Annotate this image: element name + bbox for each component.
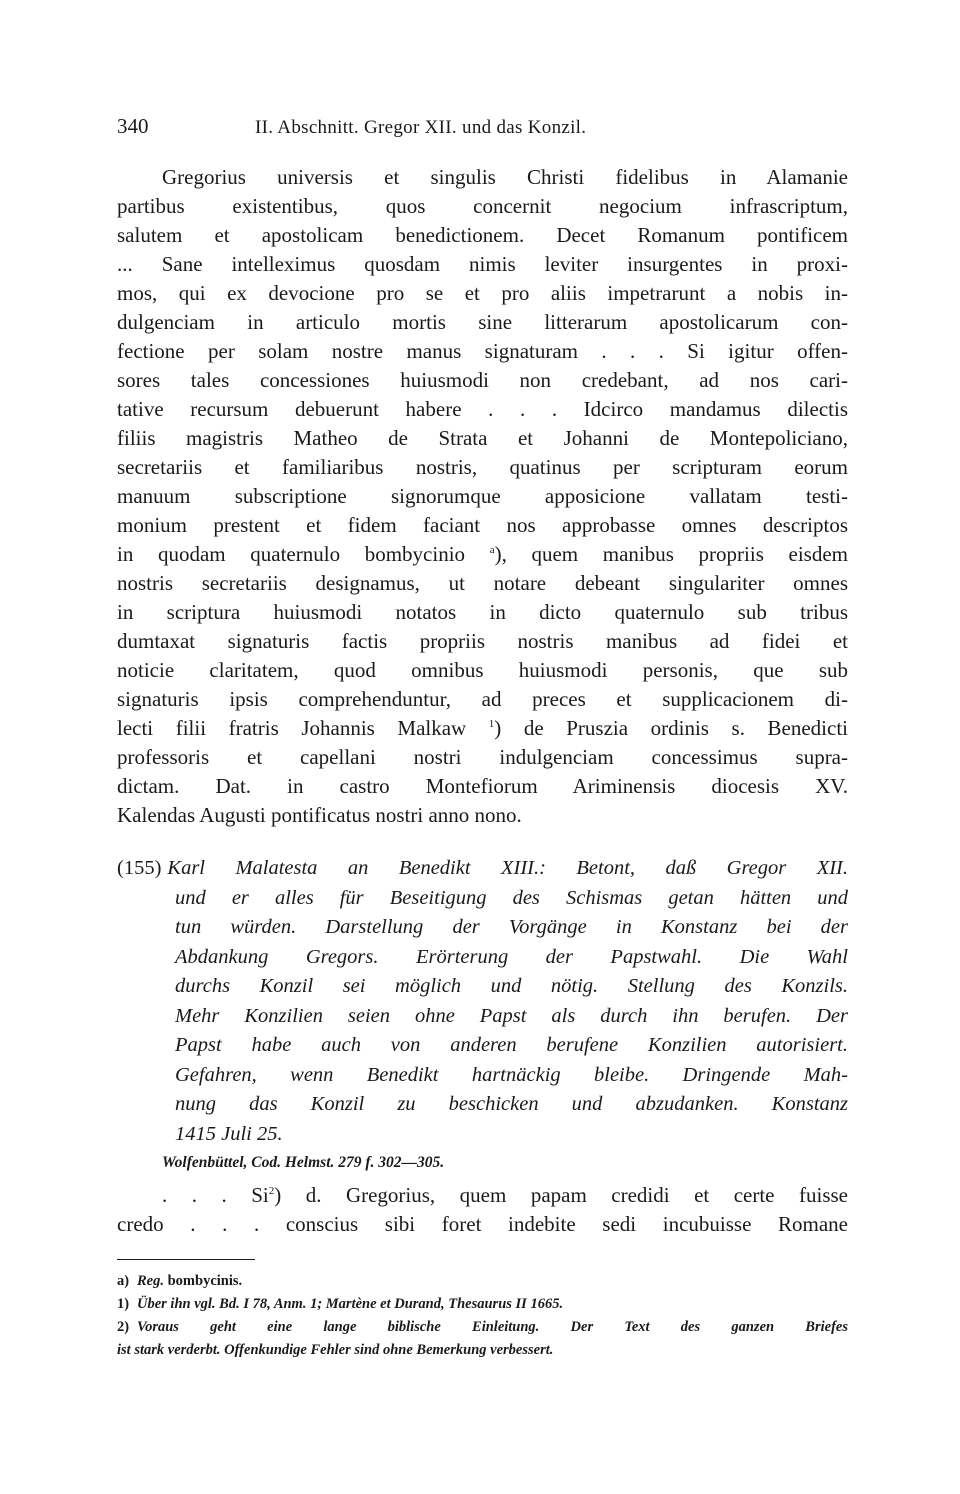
regest-line: Gefahren, wenn Benedikt hartnäckig bleibe. Dringende Mah- <box>175 1063 848 1086</box>
footnote-a-label: Reg. <box>137 1273 164 1289</box>
letter-line: professoris et capellani nostri indulgenciam concessimus supra- <box>117 745 848 769</box>
regest-line: Abdankung Gregors. Erörterung der Papstwahl. Die Wahl <box>175 945 848 968</box>
letter-line-text: lecti filii fratris Johannis Malkaw <box>117 716 467 740</box>
letter-line: filiis magistris Matheo de Strata et Johanni de Montepoliciano, <box>117 426 848 450</box>
regest-line: Papst habe auch von anderen berufene Konzilien autorisiert. <box>175 1034 848 1056</box>
footnote-a <box>117 1270 848 1293</box>
letter-line: dumtaxat signaturis factis propriis nostris manibus ad fidei et <box>117 629 848 653</box>
footnote-2-continuation: ist stark verderbt. Offenkundige Fehler sind ohne Bemerkung verbessert. <box>117 1342 554 1358</box>
regest-line: 1415 Juli 25. <box>175 1122 283 1145</box>
footnote-ref-2[interactable]: 2 <box>268 1185 275 1197</box>
footnote-1-text: Über ihn vgl. Bd. I 78, Anm. 1; Martène et Durand, Thesaurus II 1665. <box>137 1296 564 1312</box>
running-head-title: II. Abschnitt. Gregor XII. und das Konzil. <box>255 117 587 138</box>
letter-excerpt <box>117 1181 848 1239</box>
source-citation <box>117 1151 848 1175</box>
letter-line: secretariis et familiaribus nostris, quatinus per scripturam eorum <box>117 455 848 479</box>
document-number: (155) <box>117 857 162 879</box>
regest-line-text: Karl Malatesta an Benedikt XIII.: Betont, daß Gregor XII. <box>167 857 848 879</box>
excerpt-line-rest: ) d. Gregorius, quem papam credidi et certe fuisse <box>274 1183 848 1207</box>
footnotes <box>117 1270 848 1362</box>
regest-block <box>117 854 848 1175</box>
regest-line: Mehr Konzilien seien ohne Papst als durch ihn berufen. Der <box>175 1004 848 1027</box>
footnote-marker: a) <box>117 1273 130 1289</box>
letter-line: ... Sane intelleximus quosdam nimis leviter insurgentes in proxi- <box>117 252 848 276</box>
regest-line: tun würden. Darstellung der Vorgänge in Konstanz bei der <box>175 916 848 938</box>
letter-line: fectione per solam nostre manus signaturam . . . Si igitur offen- <box>117 339 848 363</box>
footnote-marker: 2) <box>117 1319 130 1335</box>
letter-line <box>117 540 848 569</box>
letter-line-tail: ) de Pruszia ordinis s. Benedicti <box>494 716 848 740</box>
footnote-1 <box>117 1293 848 1316</box>
page-number: 340 <box>117 114 149 138</box>
excerpt-line: credo . . . conscius sibi foret indebite sedi incubuisse Romane <box>117 1212 848 1236</box>
letter-line: Kalendas Augusti pontificatus nostri anno nono. <box>117 803 522 827</box>
footnote-a-text: bombycinis. <box>167 1273 243 1289</box>
footnote-2 <box>117 1316 848 1339</box>
letter-line: salutem et apostolicam benedictionem. Decet Romanum pontificem <box>117 223 848 247</box>
letter-line: tative recursum debuerunt habere . . . Idcirco mandamus dilectis <box>117 397 848 421</box>
letter-line: Gregorius universis et singulis Christi fidelibus in Alamanie <box>162 165 848 189</box>
letter-line-text: in quodam quaternulo bombycinio <box>117 542 466 566</box>
regest-line: durchs Konzil sei möglich und nötig. Stellung des Konzils. <box>175 975 848 997</box>
source-citation-text: Wolfenbüttel, Cod. Helmst. 279 f. 302—305. <box>162 1154 445 1171</box>
running-head <box>117 110 848 142</box>
footnote-ref-a[interactable]: a <box>489 544 495 556</box>
footnote-marker: 1) <box>117 1296 130 1312</box>
letter-line: dictam. Dat. in castro Montefiorum Ariminensis diocesis XV. <box>117 774 848 798</box>
excerpt-line <box>117 1181 848 1210</box>
letter-line: in scriptura huiusmodi notatos in dicto quaternulo sub tribus <box>117 600 848 624</box>
regest-line <box>117 854 848 884</box>
footnote-2-text: Voraus geht eine lange biblische Einleitung. Der Text des ganzen Briefes <box>137 1319 848 1335</box>
letter-line: mos, qui ex devocione pro se et pro aliis impetrarunt a nobis in- <box>117 281 848 305</box>
letter-line-tail: ), quem manibus propriis eisdem <box>494 542 848 566</box>
letter-line: dulgenciam in articulo mortis sine litterarum apostolicarum con- <box>117 310 848 334</box>
letter-line: sores tales concessiones huiusmodi non credebant, ad nos cari- <box>117 368 848 392</box>
letter-line <box>117 714 848 743</box>
letter-body <box>117 163 848 830</box>
regest-line: nung das Konzil zu beschicken und abzudanken. Konstanz <box>175 1093 848 1115</box>
footnote-ref-1[interactable]: 1 <box>488 718 495 730</box>
letter-line: noticie claritatem, quod omnibus huiusmodi personis, que sub <box>117 658 848 682</box>
regest-line: und er alles für Beseitigung des Schismas getan hätten und <box>175 886 848 909</box>
letter-line: nostris secretariis designamus, ut notare debeant singulariter omnes <box>117 571 848 595</box>
letter-line: signaturis ipsis comprehenduntur, ad preces et supplicacionem di- <box>117 687 848 711</box>
excerpt-line-start: . . . Si <box>162 1183 269 1207</box>
document-page <box>117 110 848 1362</box>
letter-line: monium prestent et fidem faciant nos approbasse omnes descriptos <box>117 513 848 537</box>
letter-line: manuum subscriptione signorumque apposicione vallatam testi- <box>117 484 848 508</box>
footnote-divider <box>117 1259 255 1260</box>
letter-line: partibus existentibus, quos concernit negocium infrascriptum, <box>117 194 848 218</box>
